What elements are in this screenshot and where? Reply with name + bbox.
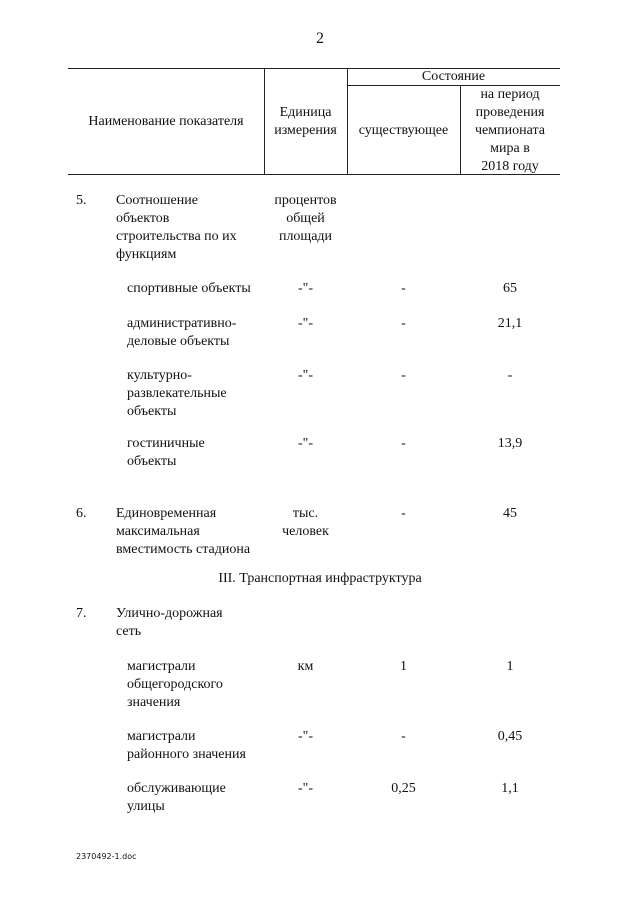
row-existing: - [401, 506, 406, 521]
row-name: административно- деловые объекты [127, 316, 237, 349]
row-number: 6. [76, 506, 87, 521]
row-existing: 1 [400, 659, 407, 674]
row-existing: - [401, 281, 406, 296]
row-unit: -"- [297, 781, 314, 796]
row-unit: -"- [297, 368, 314, 383]
header-period: на период проведения чемпионата мира в 2018 году [475, 87, 545, 174]
row-unit: -"- [297, 316, 314, 331]
row-number: 7. [76, 606, 87, 621]
row-name: обслуживающие улицы [127, 781, 226, 814]
row-unit: -"- [297, 281, 314, 296]
section-title: III. Транспортная инфраструктура [218, 571, 422, 586]
row-period: 21,1 [497, 316, 523, 331]
row-name: культурно- развлекательные объекты [127, 368, 227, 419]
row-period: 45 [503, 506, 517, 521]
row-unit: -"- [297, 436, 314, 451]
row-existing: - [401, 436, 406, 451]
row-name: гостиничные объекты [127, 436, 205, 469]
row-name: спортивные объекты [127, 281, 251, 296]
row-name: магистрали общегородского значения [127, 659, 223, 710]
header-name: Наименование показателя [88, 114, 244, 129]
row-unit: -"- [297, 729, 314, 744]
row-name: Единовременная максимальная вместимость стадиона [116, 506, 251, 557]
header-existing: существующее [358, 123, 449, 138]
row-unit: процентов общей площади [274, 193, 337, 244]
row-number: 5. [76, 193, 87, 208]
row-name: Улично-дорожная сеть [116, 606, 223, 639]
row-period: 0,45 [497, 729, 523, 744]
header-state: Состояние [421, 69, 486, 84]
row-existing: - [401, 368, 406, 383]
document-footer: 2370492-1.doc [76, 852, 137, 861]
row-unit: км [297, 659, 314, 674]
header-unit: Единица измерения [274, 105, 337, 138]
row-period: 1 [506, 659, 514, 674]
row-existing: - [401, 316, 406, 331]
row-period: 13,9 [497, 436, 523, 451]
row-period: 1,1 [501, 781, 519, 796]
row-existing: - [401, 729, 406, 744]
row-existing: 0,25 [391, 781, 416, 796]
row-name: Соотношение объектов строительства по их функциям [116, 193, 237, 262]
row-name: магистрали районного значения [127, 729, 246, 762]
page-number: 2 [316, 30, 324, 47]
row-unit: тыс. человек [282, 506, 329, 539]
row-period: - [507, 368, 513, 383]
row-period: 65 [503, 281, 517, 296]
